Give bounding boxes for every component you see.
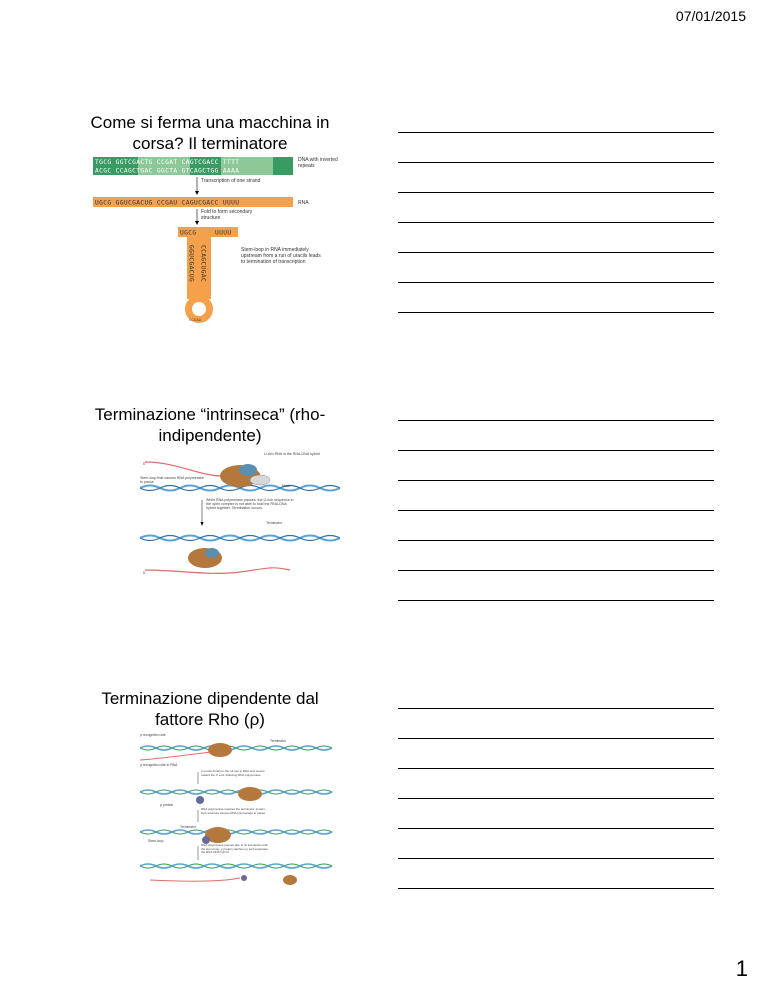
slide-2-notes [398,420,714,630]
hairpin-left: UGCG [180,229,197,237]
slide-3-figure: ρ recognition site Terminator ρ recognition site in RNA ρ protein binds to the rut site in RNA and moves toward the 3' end, following RNA polymerase ρ protein RNA polymerase reaches the terminator. A stem-loop structure causes RNA polymerase to pause. Terminator Stem-loop RNA polymerase pauses due to its interaction with the stem-loop. ρ protein catches up and separates the RNA-DNA hybrid. [140,732,340,897]
loop-sequence: CCGAU [189,318,202,322]
note-line [398,192,714,193]
stem-left: GGUCGACUG [187,245,195,283]
note-line [398,450,714,451]
svg-text:NusA: NusA [282,484,291,488]
note-line [398,510,714,511]
page-number: 1 [735,956,748,981]
slide-2-title: Terminazione “intrinseca” (rho-indipendente) [94,405,326,445]
stem-right: CCAGCUGAC [199,245,207,283]
slide-1-figure [93,157,353,347]
note-line [398,888,714,889]
note-line [398,420,714,421]
svg-text:ρ recognition site: ρ recognition site [140,733,166,737]
slide-1-title: Come si ferma una macchina in corsa? Il terminatore [90,113,330,153]
note-line [398,738,714,739]
note-line [398,132,714,133]
slide-2-figure: 5' U-rich RNA in the RNA-DNA hybrid Stem-loop that causes RNA polymerase to pause NusA While RNA polymerase pauses, the U-rich sequence in the open complex is not able to hold the RNA-DNA hybrid together. Termination occurs. Terminator 5' [140,450,340,595]
dna-bottom-strand: ACGC CCAGCTGAC GGCTA GTCAGCTGG AAAA [95,167,240,175]
svg-text:Terminator: Terminator [270,739,287,743]
note-line [398,312,714,313]
svg-text:ρ recognition site in RNA: ρ recognition site in RNA [140,763,178,767]
rho-protein-1 [196,796,204,804]
header-date: 07/01/2015 [675,8,746,24]
slide-3-title: Terminazione dipendente dal fattore Rho (ρ) [101,689,319,729]
note-line [398,708,714,709]
note-line [398,480,714,481]
note-line [398,282,714,283]
note-line [398,768,714,769]
slide-3-notes [398,708,714,918]
rna-label: RNA [298,200,309,206]
svg-text:Terminator: Terminator [180,825,197,829]
slide-1-notes [398,132,714,342]
note-line [398,858,714,859]
note-line [398,540,714,541]
note-line [398,570,714,571]
stem-loop-label: Stem-loop in RNA immediately upstream from a run of uracils leads to termination of transcription [241,247,321,265]
note-line [398,252,714,253]
note-line [398,828,714,829]
svg-text:5': 5' [143,462,146,466]
dna-label: DNA with inverted repeats [298,157,338,169]
note-line [398,798,714,799]
svg-text:ρ protein: ρ protein [160,803,174,807]
svg-text:5': 5' [143,571,146,575]
rna-sequence: UGCG GGUCGACUG CCGAU CAGUCGACC UUUU [95,199,240,207]
note-line [398,600,714,601]
svg-text:Terminator: Terminator [266,521,283,525]
rho-protein-2 [202,836,210,844]
svg-text:Stem-loop: Stem-loop [148,839,164,843]
dna-top-strand: TGCG GGTCGACTG CCGAT CAGTCGACC TTTT [95,159,240,166]
note-line [398,222,714,223]
fold-label: Fold to form secondary structure [201,209,253,221]
note-line [398,162,714,163]
hairpin-right: UUUU [215,229,232,237]
transcription-label: Transcription of one strand [201,178,261,184]
